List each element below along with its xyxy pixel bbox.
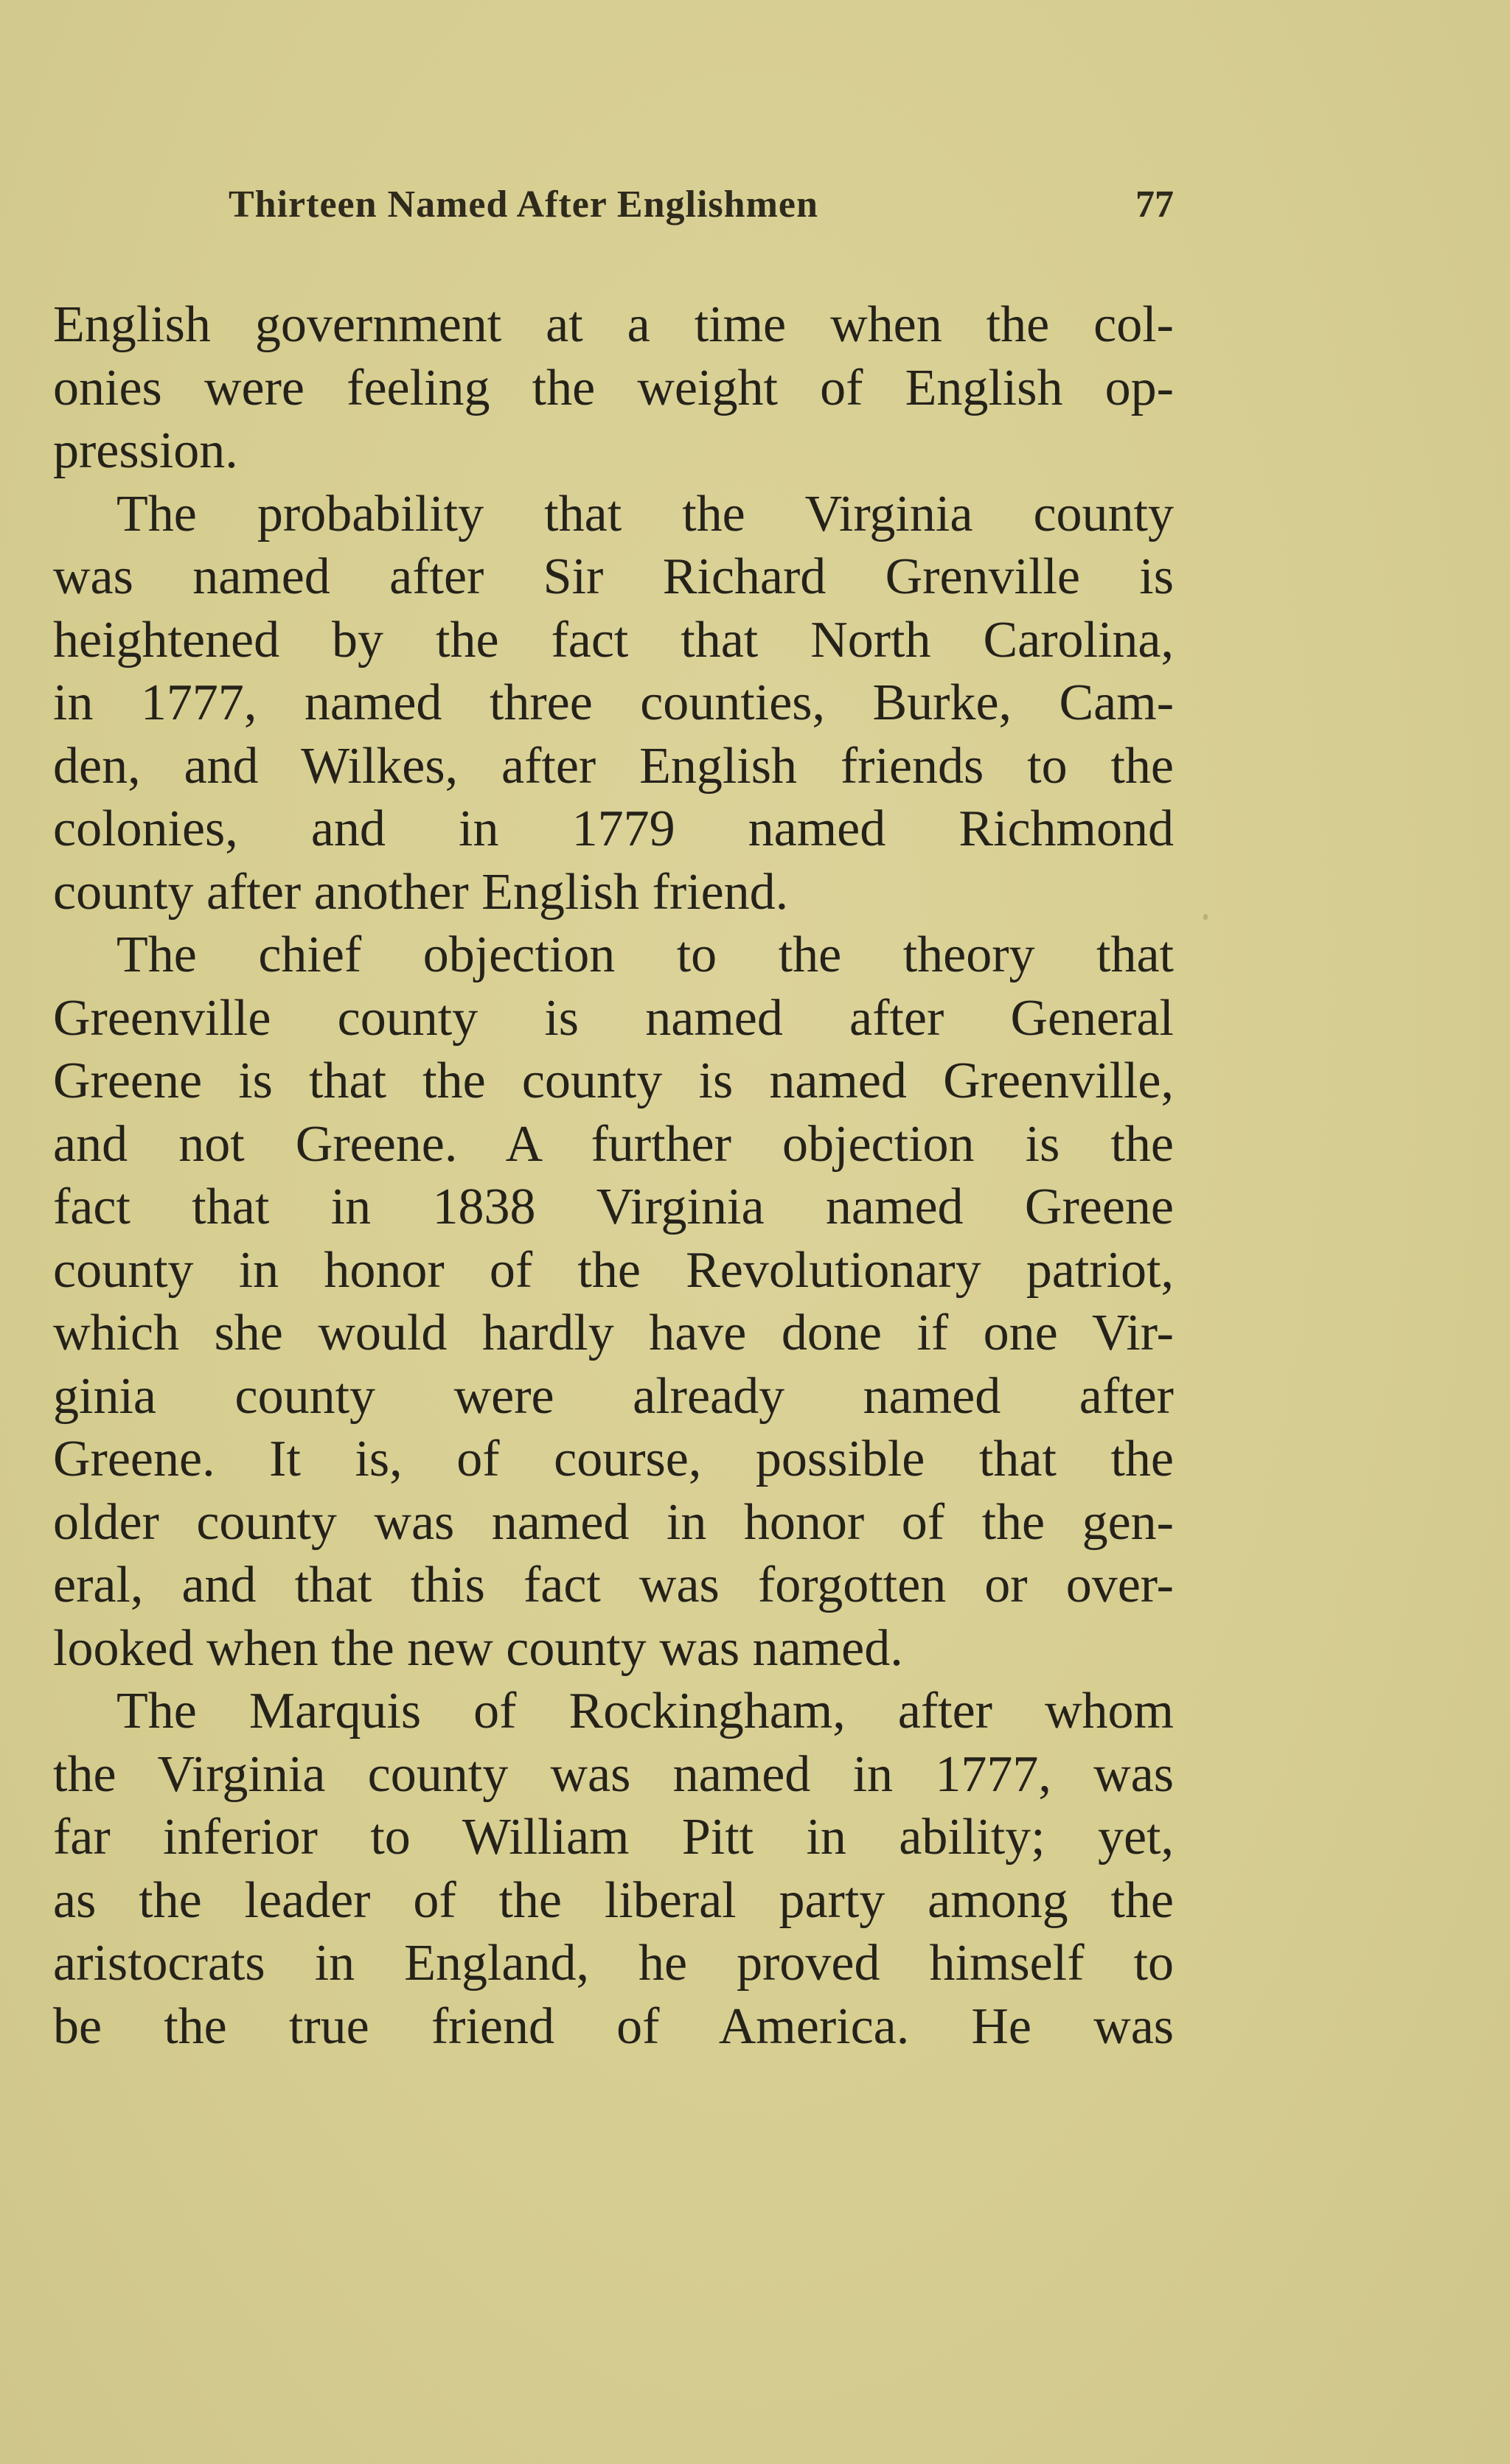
text-line: as the leader of the liberal party among the	[53, 1871, 1174, 1929]
text-line: the Virginia county was named in 1777, was	[53, 1745, 1174, 1803]
text-line: heightened by the fact that North Carolina,	[53, 611, 1174, 669]
text-line: colonies, and in 1779 named Richmond	[53, 800, 1174, 857]
text-line: which she would hardly have done if one Vir-	[53, 1305, 1174, 1361]
text-line: looked when the new county was named.	[53, 1619, 903, 1677]
text-line: older county was named in honor of the gen-	[53, 1493, 1174, 1551]
running-head	[53, 183, 1174, 242]
text-line: Greene. It is, of course, possible that the	[53, 1431, 1174, 1487]
text-line: in 1777, named three counties, Burke, Cam-	[53, 674, 1174, 731]
text-line: onies were feeling the weight of English op-	[53, 359, 1174, 416]
text-line: pression.	[53, 422, 238, 479]
text-line: eral, and that this fact was forgotten or over-	[53, 1557, 1174, 1613]
page-number: 77	[1135, 184, 1174, 226]
text-line: Greene is that the county is named Greenville,	[53, 1053, 1174, 1109]
paragraph-first-line: The Marquis of Rockingham, after whom	[116, 1683, 1174, 1739]
text-line: English government at a time when the col-	[53, 296, 1174, 353]
text-line: fact that in 1838 Virginia named Greene	[53, 1179, 1174, 1235]
text-line: county in honor of the Revolutionary patriot,	[53, 1241, 1174, 1299]
paper-speck	[1203, 914, 1208, 920]
text-line: Greenville county is named after General	[53, 989, 1174, 1047]
text-line: aristocrats in England, he proved himself to	[53, 1935, 1174, 1992]
running-head-title: Thirteen Named After Englishmen	[229, 184, 818, 226]
text-line: county after another English friend.	[53, 863, 789, 921]
text-line: den, and Wilkes, after English friends to the	[53, 737, 1174, 795]
paragraph-first-line: The chief objection to the theory that	[116, 926, 1174, 983]
text-line: ginia county were already named after	[53, 1367, 1174, 1425]
body-text	[53, 293, 1174, 2058]
text-line: was named after Sir Richard Grenville is	[53, 548, 1174, 605]
text-line: be the true friend of America. He was	[53, 1997, 1174, 2055]
paragraph-first-line: The probability that the Virginia county	[116, 485, 1174, 542]
text-line: far inferior to William Pitt in ability; yet,	[53, 1809, 1174, 1866]
text-line: and not Greene. A further objection is the	[53, 1115, 1174, 1173]
